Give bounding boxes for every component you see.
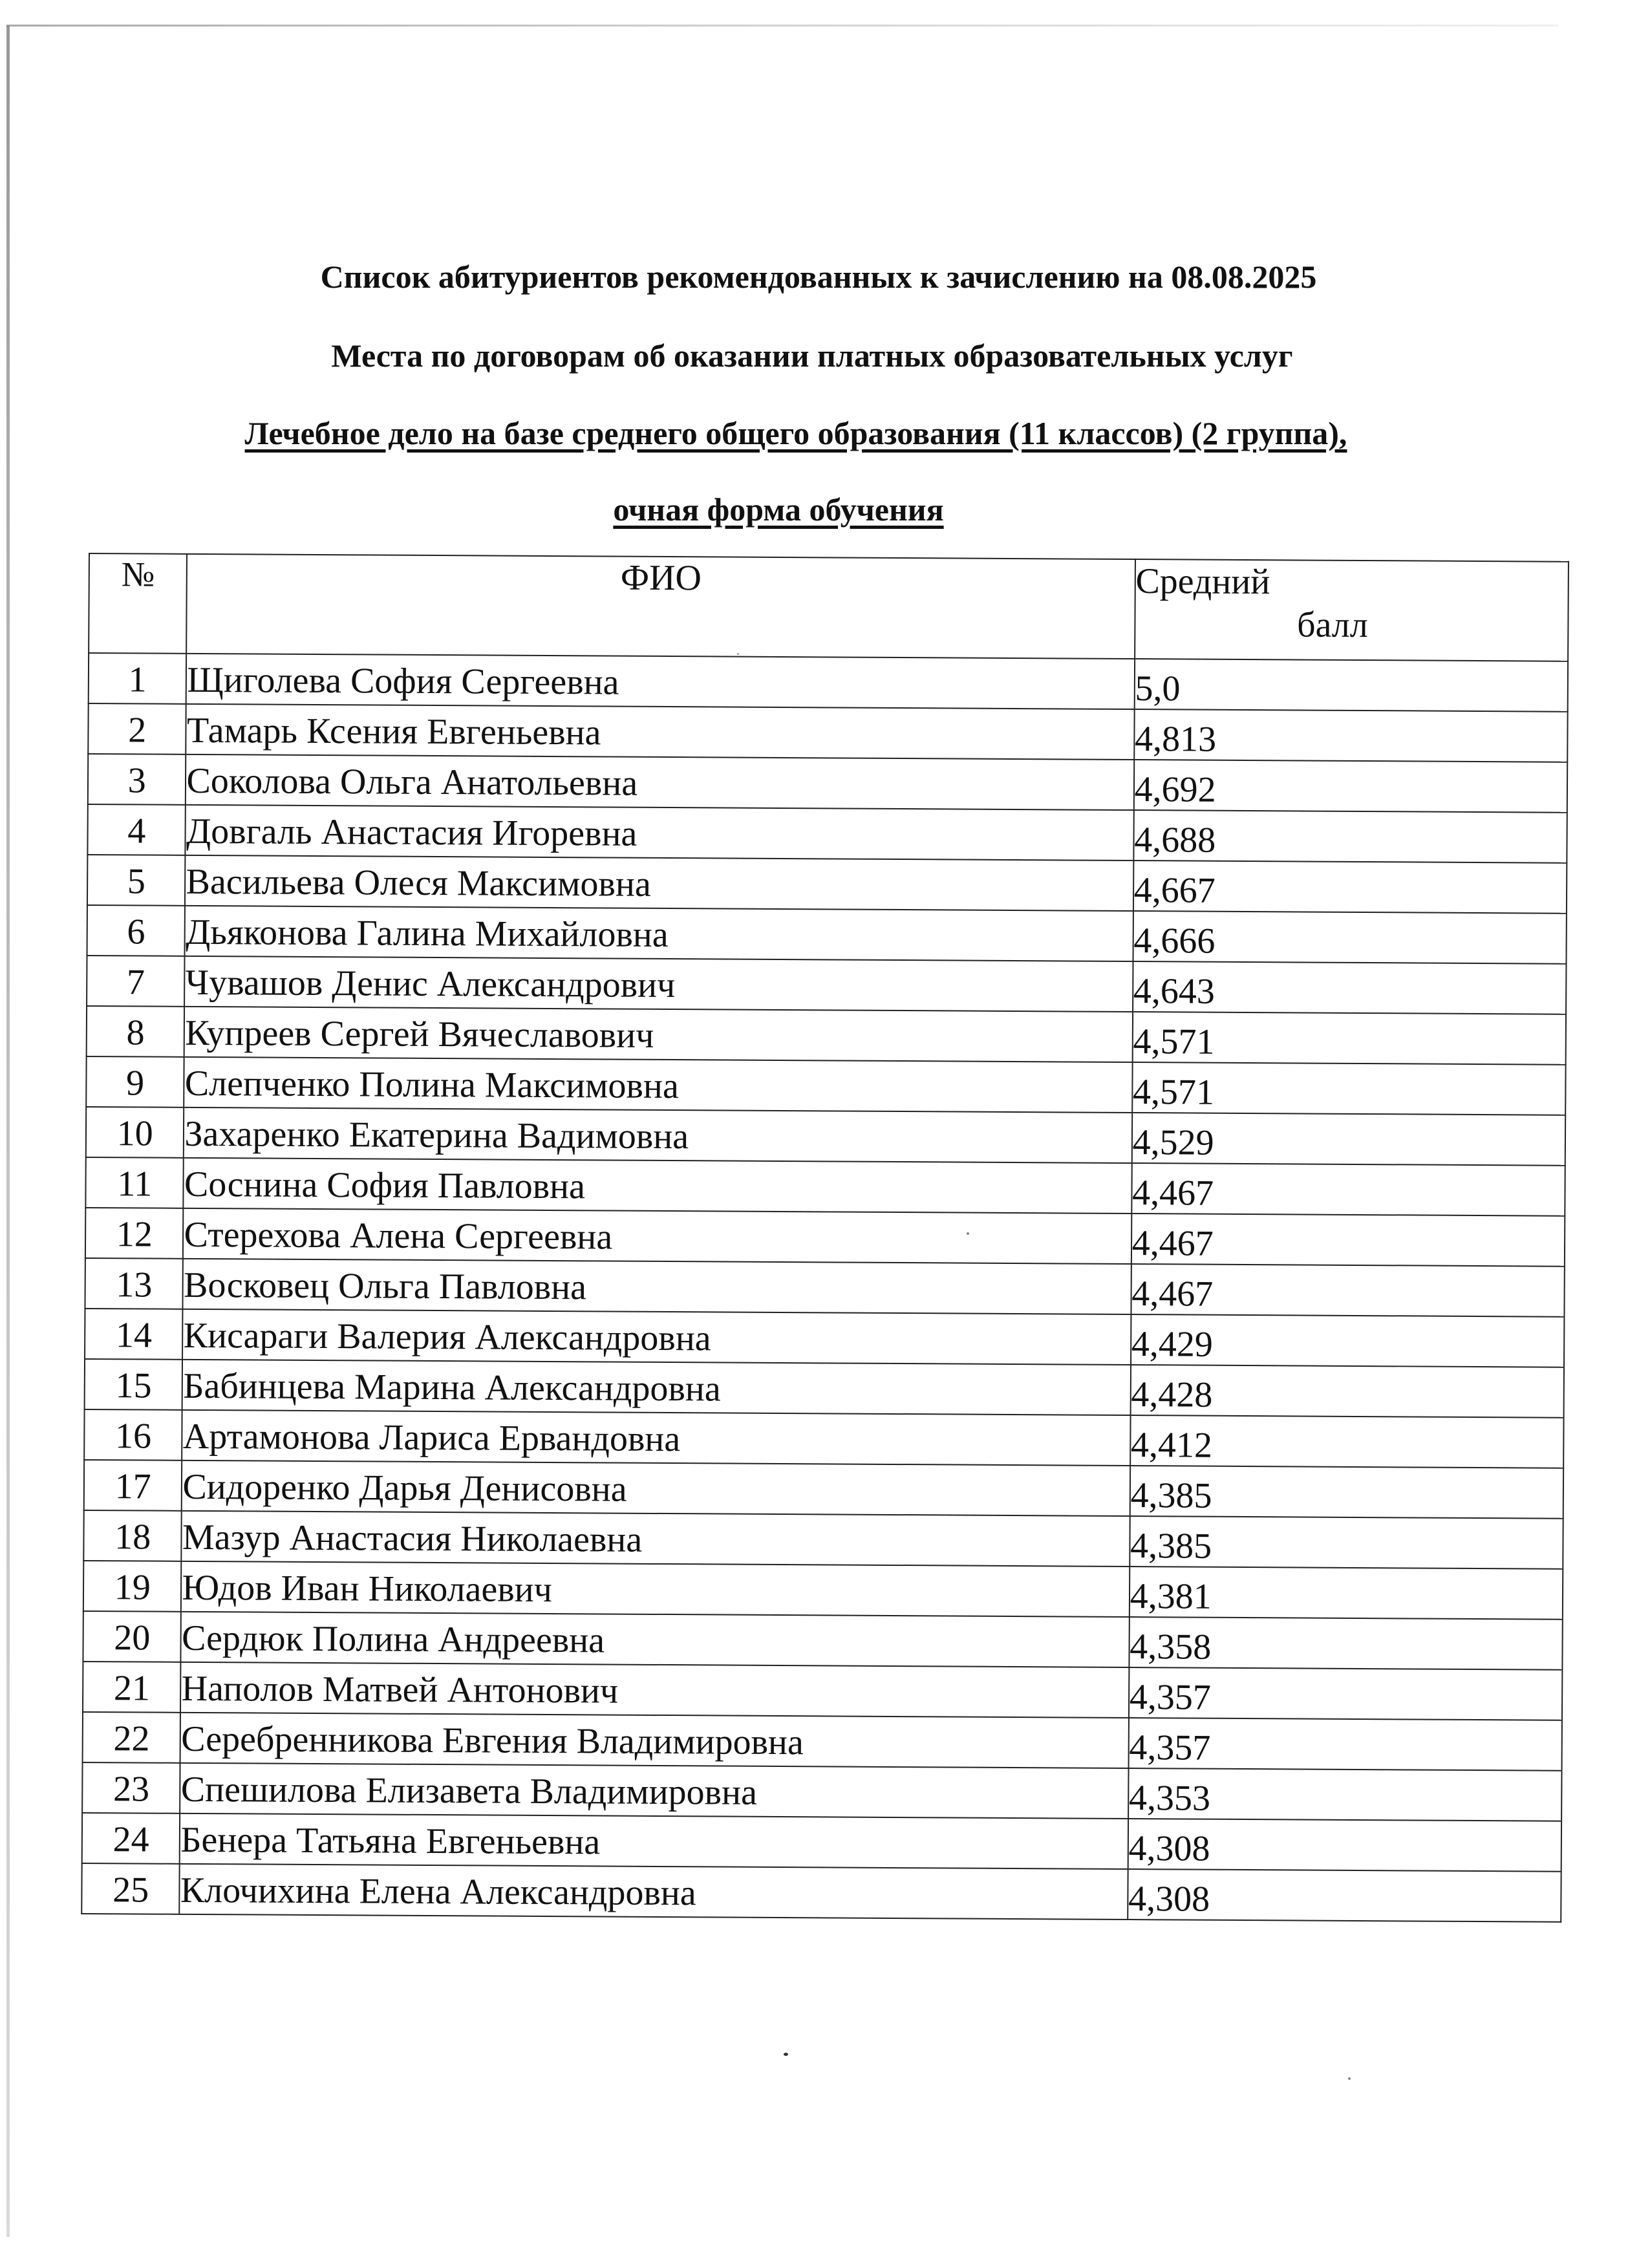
table-row [83, 1561, 1563, 1620]
average-score: 4,385 [1130, 1466, 1563, 1519]
row-number: 6 [87, 905, 186, 956]
table-row [85, 1157, 1565, 1216]
document-title: Список абитуриентов рекомендованных к зачислению на 08.08.2025 [320, 259, 1317, 295]
applicant-name: Бенера Татьяна Евгеньевна [180, 1813, 1128, 1869]
header-score [1135, 559, 1569, 661]
table-row [85, 1258, 1564, 1317]
row-number: 18 [83, 1510, 182, 1561]
row-number: 11 [85, 1157, 184, 1208]
applicant-name: Сердюк Полина Андреевна [181, 1612, 1130, 1667]
row-number: 10 [86, 1107, 184, 1158]
applicant-name: Артамонова Лариса Ервандовна [182, 1410, 1131, 1466]
scan-edge-artifact-top [6, 25, 1558, 27]
average-score: 4,381 [1129, 1567, 1563, 1620]
row-number: 21 [83, 1662, 181, 1713]
applicant-name: Чувашов Денис Александрович [185, 956, 1133, 1012]
applicant-name: Довгаль Анастасия Игоревна [186, 805, 1134, 861]
table-row [89, 653, 1568, 712]
applicant-name: Восковец Ольга Павловна [183, 1259, 1131, 1314]
applicant-name: Кисараги Валерия Александровна [183, 1309, 1131, 1365]
table-row [86, 1107, 1565, 1166]
applicant-name: Спешилова Елизавета Владимировна [180, 1763, 1129, 1819]
row-number: 22 [83, 1712, 181, 1763]
table-row [83, 1510, 1563, 1569]
table-header-row [89, 553, 1569, 661]
scan-speck [784, 2053, 788, 2056]
row-number: 12 [85, 1208, 184, 1259]
average-score: 4,643 [1133, 961, 1567, 1014]
table-row [85, 1359, 1564, 1418]
applicant-name: Серебренникова Евгения Владимировна [180, 1713, 1129, 1768]
applicant-name: Слепченко Полина Максимовна [184, 1057, 1133, 1113]
row-number: 14 [85, 1309, 183, 1360]
table-row [84, 1409, 1563, 1468]
table-body [81, 653, 1568, 1922]
applicant-name: Щиголева София Сергеевна [186, 654, 1135, 709]
applicant-name: Дьяконова Галина Михайловна [185, 906, 1133, 961]
applicant-name: Наполов Матвей Антонович [180, 1662, 1129, 1718]
applicant-name: Соколова Ольга Анатольевна [186, 754, 1134, 810]
average-score: 4,353 [1128, 1768, 1562, 1821]
row-number: 2 [88, 703, 186, 754]
applicant-name: Юдов Иван Николаевич [181, 1561, 1130, 1617]
average-score: 4,529 [1131, 1113, 1565, 1166]
average-score: 4,666 [1133, 911, 1567, 964]
header-num: № [89, 553, 187, 654]
scan-speck [1348, 2077, 1351, 2080]
row-number: 25 [81, 1863, 180, 1914]
row-number: 20 [83, 1611, 181, 1662]
study-form: очная форма обучения [613, 491, 944, 528]
document-subtitle: Места по договорам об оказании платных образовательных услуг [331, 337, 1293, 374]
table-row [83, 1712, 1562, 1771]
average-score: 4,688 [1133, 810, 1567, 863]
average-score: 4,667 [1133, 861, 1567, 914]
average-score: 4,429 [1131, 1314, 1565, 1367]
table-row [81, 1863, 1561, 1922]
row-number: 17 [84, 1460, 182, 1511]
row-number: 8 [87, 1006, 185, 1057]
average-score: 4,385 [1130, 1516, 1563, 1569]
table-row [86, 1056, 1565, 1115]
applicant-name: Мазур Анастасия Николаевна [182, 1511, 1130, 1567]
table-row [87, 956, 1566, 1014]
average-score: 4,412 [1130, 1415, 1564, 1468]
header-name: ФИО [187, 554, 1135, 659]
average-score: 4,357 [1128, 1718, 1562, 1771]
table-row [82, 1813, 1561, 1872]
applicant-name: Стерехова Алена Сергеевна [183, 1208, 1131, 1264]
table-row [87, 1006, 1566, 1065]
applicant-name: Бабинцева Марина Александровна [182, 1360, 1131, 1415]
row-number: 24 [82, 1813, 180, 1864]
header-score-line1: Средний [1135, 561, 1270, 603]
row-number: 13 [85, 1258, 183, 1309]
table-row [87, 855, 1567, 914]
average-score: 4,571 [1132, 1012, 1566, 1065]
average-score: 4,467 [1131, 1214, 1565, 1267]
average-score: 4,357 [1129, 1667, 1563, 1720]
row-number: 16 [84, 1409, 182, 1460]
table-row [85, 1208, 1565, 1267]
average-score: 4,428 [1130, 1365, 1564, 1418]
average-score: 4,692 [1133, 760, 1567, 813]
average-score: 5,0 [1134, 659, 1568, 712]
average-score: 4,308 [1128, 1869, 1561, 1922]
row-number: 5 [87, 855, 186, 906]
table-row [88, 754, 1567, 813]
row-number: 1 [89, 653, 187, 704]
table-row [85, 1309, 1564, 1367]
average-score: 4,813 [1134, 709, 1568, 762]
row-number: 4 [87, 804, 186, 855]
applicant-name: Клочихина Елена Александровна [180, 1864, 1128, 1920]
table-row [84, 1460, 1563, 1519]
row-number: 3 [88, 754, 186, 805]
applicant-name: Захаренко Екатерина Вадимовна [184, 1107, 1132, 1163]
applicant-name: Васильева Олеся Максимовна [185, 855, 1133, 911]
applicant-name: Купреев Сергей Вячеславович [184, 1007, 1133, 1062]
row-number: 9 [86, 1056, 184, 1107]
program-name: Лечебное дело на базе среднего общего образования (11 классов) (2 группа), [244, 415, 1347, 451]
applicants-table [81, 553, 1569, 1923]
row-number: 7 [87, 956, 185, 1007]
table-row [82, 1762, 1561, 1821]
row-number: 19 [83, 1561, 182, 1612]
table-row [88, 703, 1567, 762]
table-row [83, 1662, 1562, 1720]
average-score: 4,358 [1129, 1617, 1563, 1670]
header-score-line2: балл [1296, 604, 1368, 646]
row-number: 15 [85, 1359, 183, 1410]
applicant-name: Соснина София Павловна [184, 1158, 1132, 1214]
average-score: 4,467 [1131, 1264, 1565, 1317]
applicant-name: Тамарь Ксения Евгеньевна [186, 704, 1135, 760]
average-score: 4,308 [1128, 1819, 1561, 1872]
average-score: 4,467 [1131, 1163, 1565, 1216]
table-row [87, 905, 1567, 964]
row-number: 23 [82, 1762, 180, 1813]
applicant-name: Сидоренко Дарья Денисовна [182, 1460, 1130, 1516]
average-score: 4,571 [1132, 1062, 1566, 1115]
table-row [83, 1611, 1562, 1670]
table-row [87, 804, 1567, 863]
